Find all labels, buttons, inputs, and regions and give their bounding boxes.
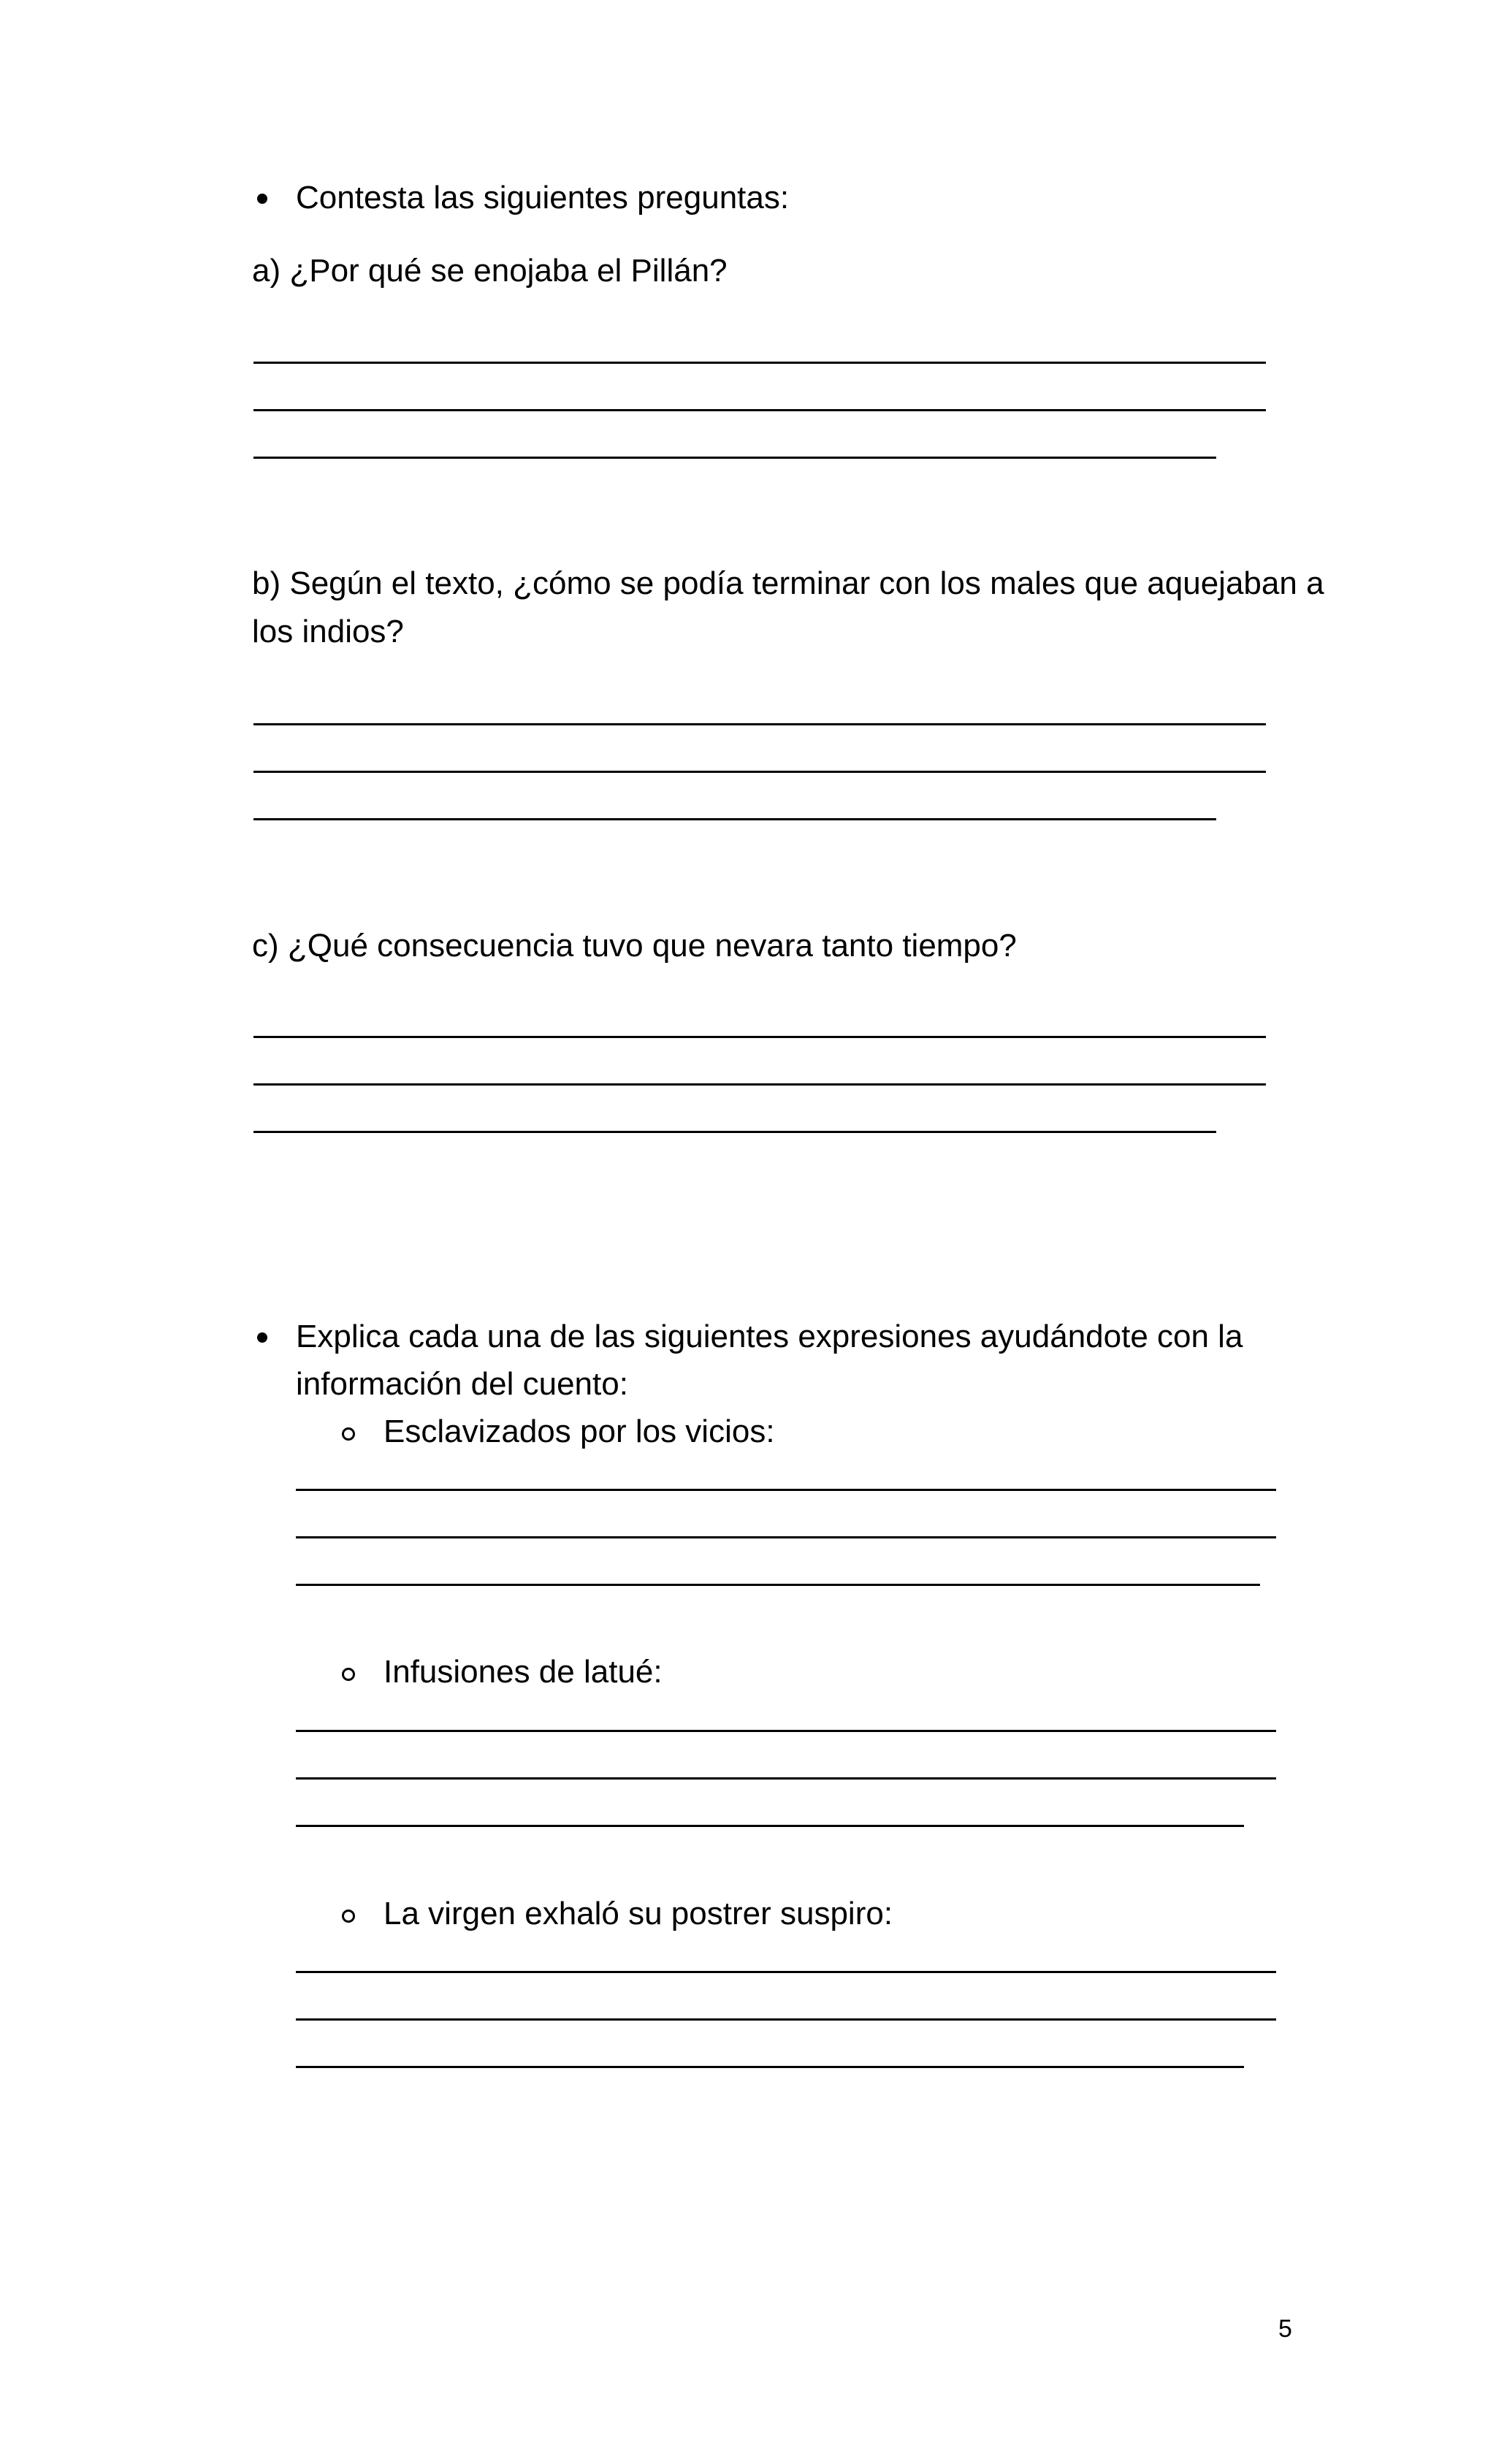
answer-line: [253, 362, 1266, 364]
section2-instruction-line1: Explica cada una de las siguientes expresiones ayudándote con la: [296, 1319, 1243, 1354]
answer-line: [296, 1730, 1276, 1732]
question-b-line1: b) Según el texto, ¿cómo se podía terminar con los males que aquejaban a: [252, 565, 1324, 601]
answer-line: [296, 1536, 1276, 1538]
answer-line: [296, 1971, 1276, 1973]
answer-line: [253, 1083, 1266, 1086]
answer-line: [296, 1825, 1244, 1827]
page-number: 5: [1278, 2315, 1292, 2343]
answer-line: [253, 771, 1266, 773]
circle-bullet-icon: [342, 1427, 355, 1441]
answer-line: [253, 409, 1266, 411]
expression-item: Infusiones de latué:: [383, 1654, 663, 1690]
expression-item: La virgen exhaló su postrer suspiro:: [383, 1896, 893, 1931]
question-b-line2: los indios?: [252, 614, 404, 649]
answer-line: [296, 2018, 1276, 2021]
answer-line: [253, 1036, 1266, 1038]
question-c: c) ¿Qué consecuencia tuvo que nevara tanto tiempo?: [252, 928, 1017, 964]
answer-line: [296, 1584, 1260, 1586]
section2-instruction-line2: información del cuento:: [296, 1366, 628, 1402]
circle-bullet-icon: [342, 1668, 355, 1681]
circle-bullet-icon: [342, 1910, 355, 1923]
answer-line: [253, 1131, 1216, 1133]
bullet-icon: [257, 194, 267, 204]
question-a: a) ¿Por qué se enojaba el Pillán?: [252, 253, 728, 289]
bullet-icon: [257, 1332, 267, 1343]
expression-item: Esclavizados por los vicios:: [383, 1414, 775, 1449]
answer-line: [253, 723, 1266, 725]
answer-line: [296, 2066, 1244, 2068]
answer-line: [296, 1489, 1276, 1491]
answer-line: [296, 1777, 1276, 1780]
answer-line: [253, 457, 1216, 459]
answer-line: [253, 818, 1216, 820]
section1-instruction: Contesta las siguientes preguntas:: [296, 180, 790, 215]
